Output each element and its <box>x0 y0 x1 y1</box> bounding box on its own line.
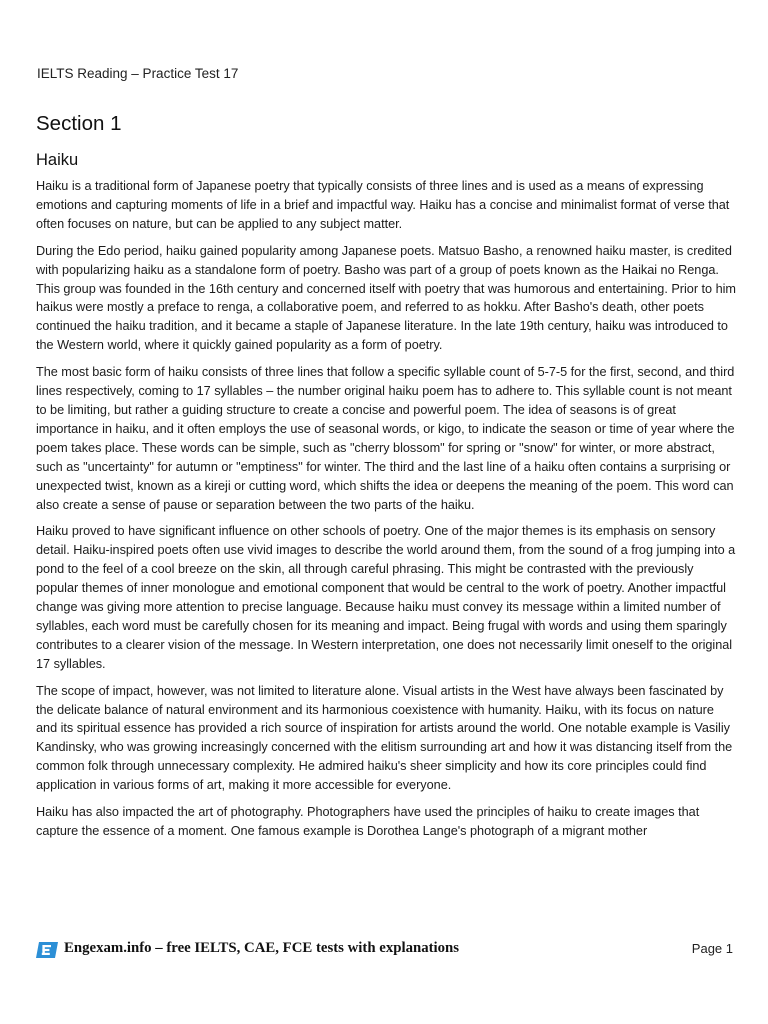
article-paragraph: Haiku is a traditional form of Japanese poetry that typically consists of three lines and is used as a means of expressing emotions and capturing moments of life in a brief and impactful way. Haiku has a concise and minimalist format of verse that often focuses on nature, but can be applied to any subject matter. <box>36 179 730 231</box>
footer-site-link[interactable]: Engexam.info – free IELTS, CAE, FCE tests with explanations <box>64 940 460 956</box>
section-heading: Section 1 <box>36 112 122 135</box>
page-footer <box>36 938 733 962</box>
article-body <box>36 177 736 849</box>
article-paragraph: Haiku has also impacted the art of photography. Photographers have used the principles of haiku to create images that capture the essence of a moment. One famous example is Dorothea Lange's photograph of a migrant mother <box>36 805 700 838</box>
article-title: Haiku <box>36 151 79 169</box>
article-paragraph: Haiku proved to have significant influence on other schools of poetry. One of the major themes is its emphasis on sensory detail. Haiku-inspired poets often use vivid images to describe the world around them, from the sound of a frog jumping into a pond to the feel of a cool breeze on the skin, all through careful phrasing. This might be contrasted with the previously popular themes of inner monologue and emotional component that would be central to the work of poetry. Another impactful change was giving more attention to precise language. Because haiku must convey its message within a limited number of syllables, each word must be carefully chosen for its meaning and impact. Being frugal with words and using them sparingly contributes to a clearer vision of the message. In Western interpretation, one does not necessarily limit oneself to the original 17 syllables. <box>36 524 736 671</box>
page-number: Page 1 <box>691 941 733 956</box>
engexam-logo-icon <box>36 942 58 958</box>
article-paragraph: During the Edo period, haiku gained popularity among Japanese poets. Matsuo Basho, a renowned haiku master, is credited with popularizing haiku as a standalone form of poetry. Basho was part of a group of poets known as the Haikai no Renga. This group was founded in the 16th century and concerned itself with poetry that was humorous and entertaining. Prior to him haikus were mostly a preface to renga, a collaborative poem, and referred to as hokku. After Basho's death, other poets continued the haiku tradition, and it became a staple of Japanese literature. In the late 19th century, haiku was introduced to the Western world, where it quickly gained popularity as a form of poetry. <box>36 243 736 353</box>
document-header-title: IELTS Reading – Practice Test 17 <box>37 66 239 81</box>
article-paragraph: The most basic form of haiku consists of three lines that follow a specific syllable count of 5-7-5 for the first, second, and third lines respectively, coming to 17 syllables – the number original haiku poem has to adhere to. This syllable count is not meant to be limiting, but rather a guiding structure to create a concise and powerful poem. The idea of seasons is of great importance in haiku, and it often employs the use of seasonal words, or kigo, to indicate the season or time of year where the poem takes place. These words can be simple, such as "cherry blossom" for spring or "snow" for winter, or more abstract, such as "uncertainty" for autumn or "emptiness" for winter. The third and the last line of a haiku often contains a surprising or unexpected twist, known as a kireji or cutting word, which shifts the idea or deepens the meaning of the poem. This word can also create a sense of pause or separation between the two parts of the haiku. <box>36 365 735 512</box>
article-paragraph: The scope of impact, however, was not limited to literature alone. Visual artists in the West have always been fascinated by the delicate balance of natural environment and its harmonious coexistence with humanity. Haiku, with its focus on nature and its spiritual essence has provided a rich source of inspiration for artists around the world. One notable example is Vasiliy Kandinsky, who was growing increasingly concerned with the elitism surrounding art and how it was distancing itself from the common folk through unnecessary complexity. He admired haiku's sheer simplicity and how its core principles could find application in various forms of art, making it more accessible for everyone. <box>36 683 733 793</box>
